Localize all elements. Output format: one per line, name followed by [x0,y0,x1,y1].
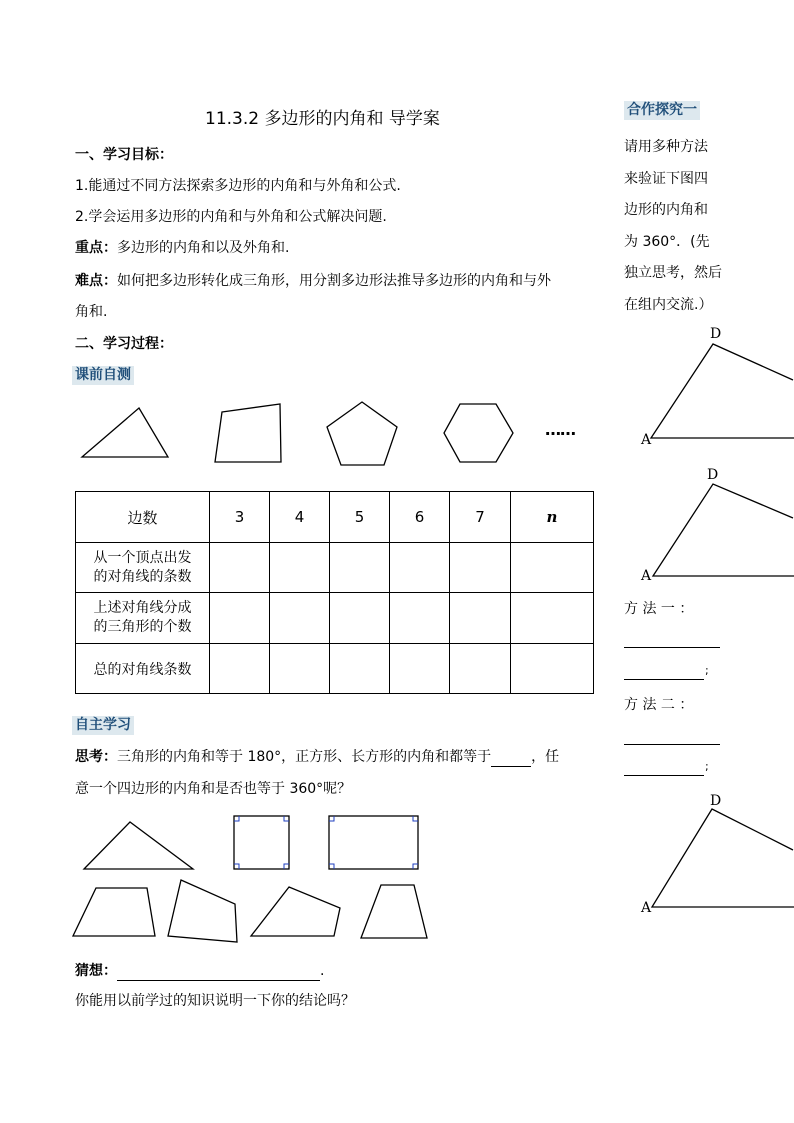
page-title: 11.3.2 多边形的内角和 导学案 [205,109,440,129]
side-line: 独立思考，然后 [624,265,722,281]
question-line: 你能用以前学过的知识说明一下你的结论吗？ [75,993,355,1009]
header-cell: 5 [330,492,390,543]
quad-figure-2 [653,484,794,576]
header-cell: 3 [210,492,270,543]
key-label: 重点： [75,240,117,256]
point-a-label: A [641,432,652,448]
difficulty-label: 难点： [75,273,117,289]
quad-figure-3 [652,809,794,907]
key-text: 多边形的内角和以及外角和. [117,240,290,256]
method1-label: 方 法 一 ： [624,601,694,617]
header-cell: 边数 [76,492,210,543]
side-line: 来验证下图四 [624,170,708,187]
quad-figure-1 [651,344,794,438]
point-d-label: D [710,793,722,809]
header-cell: 4 [270,492,330,543]
pretest-tag: 课前自测 [72,366,134,385]
point-a-label: A [641,568,652,584]
goal-1: 1.能通过不同方法探索多边形的内角和与外角和公式. [75,178,401,194]
side-line: 在组内交流.） [624,296,713,313]
guess-period: . [320,963,325,979]
header-cell: 6 [390,492,450,543]
semicolon: ; [705,760,709,773]
side-line: 请用多种方法 [624,139,708,155]
semicolon: ; [705,664,709,677]
difficulty-text: 如何把多边形转化成三角形，用分割多边形法推导多边形的内角和与外 [117,273,551,289]
guess-label: 猜想： [75,963,117,979]
point-a-label: A [641,900,652,916]
method1-blank[interactable] [624,663,704,680]
method2-blank[interactable] [624,759,704,776]
goal-2: 2.学会运用多边形的内角和与外角和公式解决问题. [75,209,387,225]
think-text: 三角形的内角和等于 180°，正方形、长方形的内角和都等于 [117,749,492,765]
method2-blank[interactable] [624,728,720,745]
header-cell: n [511,492,594,543]
think-text-end: ，任 [531,749,560,765]
side-line: 边形的内角和 [624,202,708,218]
section2-heading: 二、学习过程： [75,336,173,352]
row-label: 从一个顶点出发 的对角线的条数 [76,543,210,593]
difficulty-cont: 角和. [75,304,108,320]
row-label: 上述对角线分成 的三角形的个数 [76,593,210,644]
side-line: 为 360°．(先 [624,233,710,250]
method2-label: 方 法 二 ： [624,697,694,713]
cooperation-tag: 合作探究一 [624,101,700,120]
ellipsis: …… [545,420,575,439]
point-d-label: D [710,326,722,342]
method1-blank[interactable] [624,631,720,648]
section1-heading: 一、学习目标： [75,147,173,163]
row-label: 总的对角线条数 [76,644,210,694]
header-cell: 7 [450,492,511,543]
selfstudy-tag: 自主学习 [72,716,134,735]
think-line-2: 意一个四边形的内角和是否也等于 360°呢？ [75,781,352,797]
point-d-label: D [707,467,719,483]
think-label: 思考： [75,749,117,765]
